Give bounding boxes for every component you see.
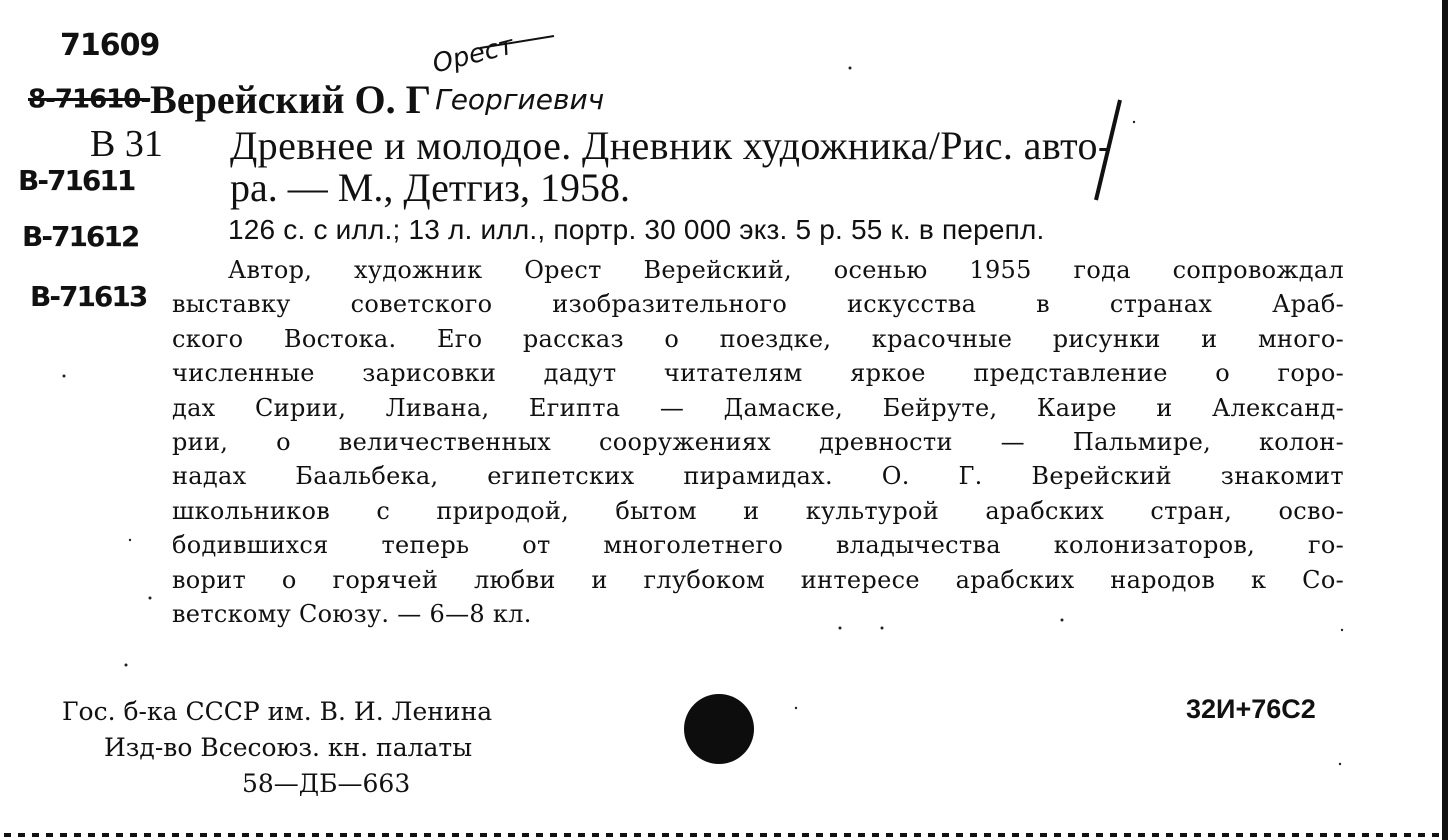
footer-publisher: Изд-во Всесоюз. кн. палаты [104, 733, 473, 762]
handwritten-top-number: 71609 [60, 28, 160, 63]
title-line-2: ра. — М., Детгиз, 1958. [230, 165, 630, 210]
abstract-line: численные зарисовки дадут читателям яркое представление о горо- [172, 359, 1344, 388]
footer-card-number: 58—ДБ—663 [242, 769, 411, 798]
abstract-line: ветскому Союзу. — 6—8 кл. [172, 600, 532, 629]
description-line: 126 с. с илл.; 13 л. илл., портр. 30 000 экз. 5 р. 55 к. в перепл. [228, 214, 1045, 245]
abstract-line: рии, о величественных сооружениях древности — Пальмире, колон- [172, 428, 1344, 457]
abstract-line: выставку советского изобразительного искусства в странах Араб- [172, 290, 1344, 319]
handwritten-patronymic: Георгиевич [435, 83, 605, 116]
handwritten-side-number-1: В-71611 [18, 164, 135, 197]
handwritten-side-number-2: В-71612 [22, 220, 139, 253]
abstract-line: надах Баальбека, египетских пирамидах. О. Г. Верейский знакомит [172, 462, 1344, 491]
classification-code: 32И+76С2 [1186, 694, 1316, 724]
class-mark: В 31 [90, 123, 163, 165]
handwritten-side-number-3: В-71613 [30, 280, 147, 313]
title-line-1: Древнее и молодое. Дневник художника/Рис. авто- [230, 123, 1112, 168]
abstract-line: ского Востока. Его рассказ о поездке, красочные рисунки и много- [172, 324, 1344, 353]
abstract-line: школьников с природой, бытом и культурой арабских стран, осво- [172, 496, 1344, 525]
footer-library: Гос. б-ка СССР им. В. И. Ленина [62, 697, 493, 726]
abstract-line: ворит о горячей любви и глубоком интересе арабских народов к Со- [172, 565, 1344, 594]
abstract-line: дах Сирии, Ливана, Египта — Дамаске, Бейруте, Каире и Александ- [172, 393, 1344, 422]
abstract-line: бодившихся теперь от многолетнего владычества колонизаторов, го- [172, 531, 1344, 560]
author-initial: Г [405, 77, 432, 122]
abstract-line: Автор, художник Орест Верейский, осенью 1955 года сопровождал [228, 256, 1344, 284]
struck-number: 8-71610- [28, 84, 151, 115]
author-surname: Верейский О. [150, 77, 396, 122]
handwritten-given-name: Орест [429, 30, 517, 80]
